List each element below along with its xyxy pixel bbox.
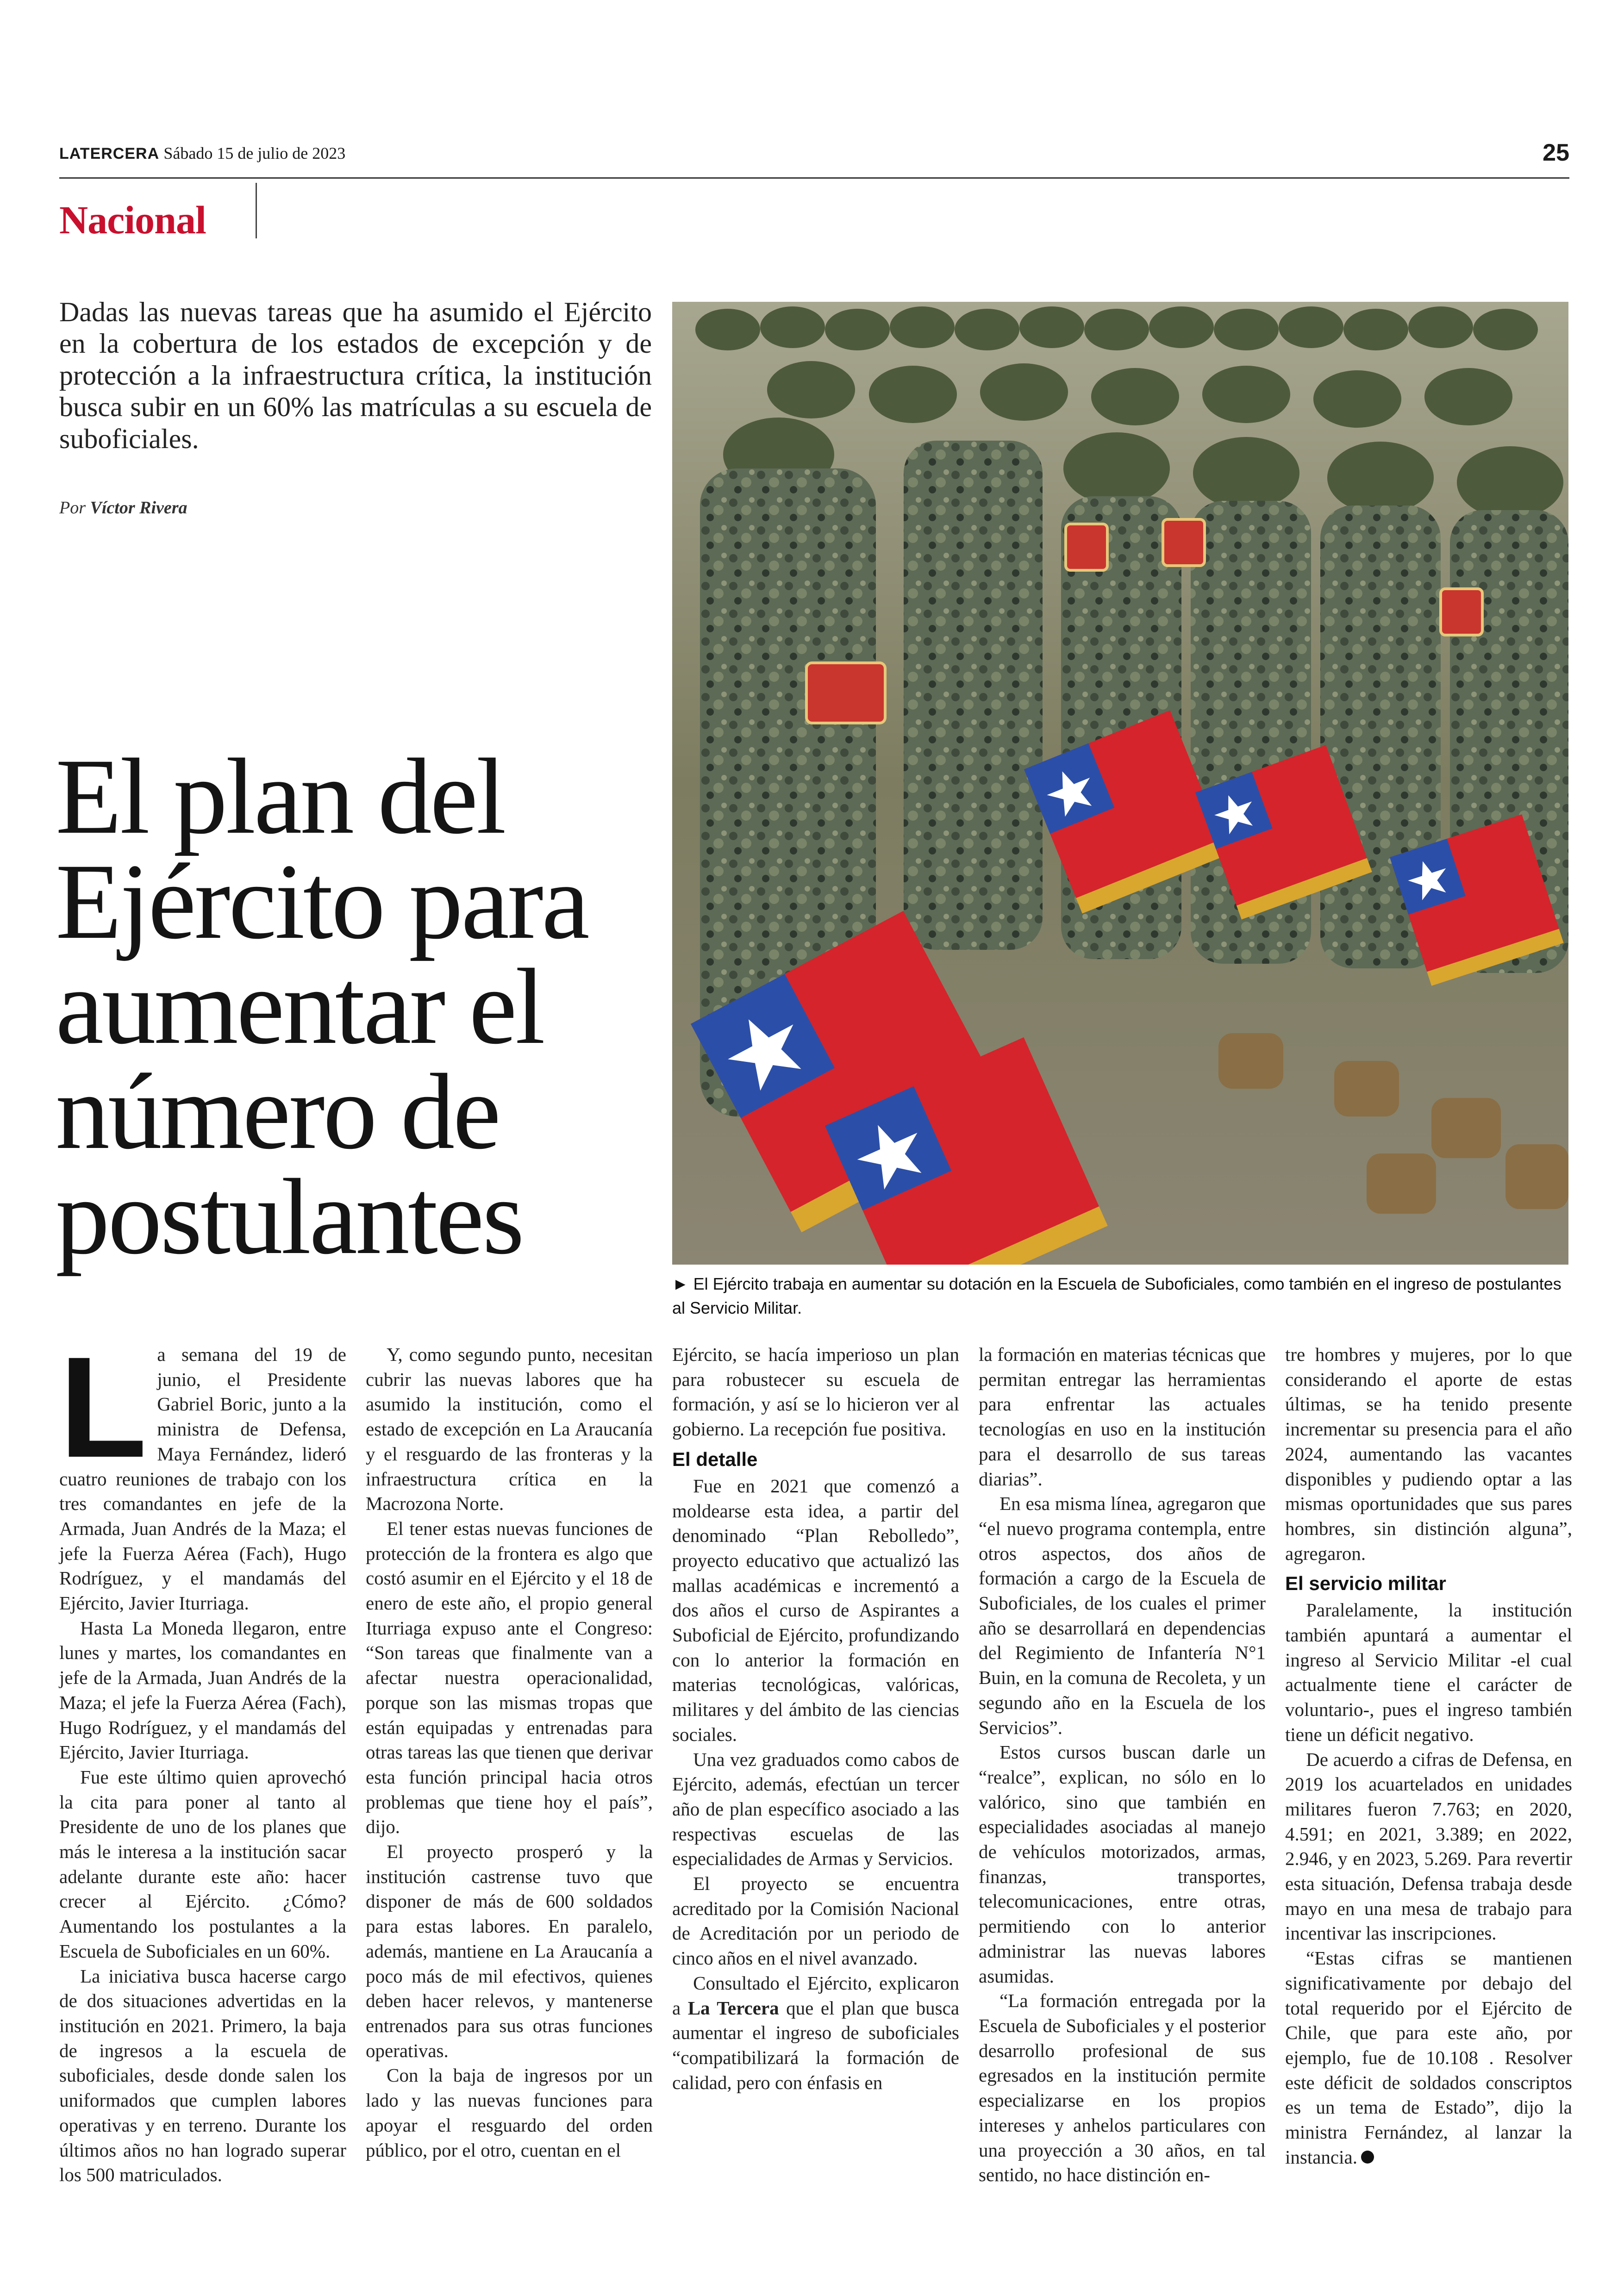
paragraph: Estos cursos buscan darle un “realce”, explican, no sólo en lo valórico, sino que también en especialidades asociadas al manejo de vehículos motorizados, armas, finanzas, transportes, telecomunicaciones, entre otras, permitiendo con lo anterior administrar las nuevas labores asumidas.	[979, 1741, 1266, 1987]
paragraph: la formación en materias técnicas que permitan entregar las herramientas para enfrentar las actuales tecnologías en uso en la institución para el desarrollo de sus tareas diarias”.	[979, 1344, 1266, 1490]
headline-line: postulantes	[56, 1156, 523, 1277]
paragraph: Fue este último quien aprovechó la cita para poner al tanto al Presidente de uno de los planes que más le interesa a la institución sacar adelante durante este año: hacer crecer al Ejército. ¿Cómo? Aumentando los postulantes a la Escuela de Suboficiales en un 60%.	[59, 1766, 346, 1962]
headline-line: Ejército para	[56, 841, 588, 961]
body-column-1	[59, 1327, 346, 2188]
paragraph: Una vez graduados como cabos de Ejército, además, efectúan un tercer año de plan específico asociado a las respectivas escuelas de las especialidades de Armas y Servicios.	[672, 1748, 959, 1870]
photo-caption	[672, 1272, 1568, 1320]
newspaper-name: LATERCERA	[59, 145, 159, 162]
section-label: Nacional	[59, 198, 206, 242]
marching-soldiers-illustration	[672, 302, 1568, 1265]
page-header	[59, 139, 1569, 171]
issue-date: Sábado 15 de julio de 2023	[163, 144, 346, 162]
paragraph: Y, como segundo punto, necesitan cubrir las nuevas labores que ha asumido la institución, como el estado de excepción en La Araucanía y el resguardo de las fronteras y la infraestructura crítica en la Macrozona Norte.	[366, 1344, 653, 1515]
paragraph: a semana del 19 de junio, el Presidente Gabriel Boric, junto a la ministra de Defensa, Maya Fernández, lideró cuatro reuniones de trabajo con los tres comandantes en jefe de la Armada, Juan Andrés de la Maza; el jefe la Fuerza Aérea (Fach), Hugo Rodríguez, y el mandamás del Ejército, Javier Iturriaga.	[59, 1344, 346, 1614]
body-column-3	[672, 1342, 959, 2095]
paragraph	[672, 1971, 959, 2095]
subheading: El servicio militar	[1285, 1572, 1446, 1595]
byline-author: Víctor Rivera	[90, 498, 187, 518]
body-column-2	[366, 1342, 653, 2163]
paragraph: Ejército, se hacía imperioso un plan para robustecer su escuela de formación, y así se lo hicieron ver al gobierno. La recepción fue positiva.	[672, 1344, 959, 1440]
paragraph: La iniciativa busca hacerse cargo de dos situaciones advertidas en la institución en 2021. Primero, la baja de ingresos a la escuela de suboficiales, desde donde salen los uniformados que cumplen labores operativas y en terreno. Durante los últimos años no han logrado superar los 500 matriculados.	[59, 1965, 346, 2186]
paragraph: Hasta La Moneda llegaron, entre lunes y martes, los comandantes en jefe de la Armada, Juan Andrés de la Maza; el jefe la Fuerza Aérea (Fach), Hugo Rodríguez, y el mandamás del Ejército, Javier Iturriaga.	[59, 1617, 346, 1763]
paragraph: El proyecto prosperó y la institución castrense tuvo que disponer de más de 600 soldados para estas labores. En paralelo, además, mantiene en La Araucanía a poco más de mil efectivos, quienes deben hacer relevos, y mantenerse entrenados para sus otras funciones operativas.	[366, 1841, 653, 2061]
caption-arrow-icon: ►	[672, 1274, 693, 1293]
headline-line: El plan del	[56, 736, 505, 856]
paragraph: tre hombres y mujeres, por lo que considerando el aporte de estas últimas, se ha tenido presente incrementar su presencia para el año 2024, aumentando las vacantes disponibles y pudiendo optar a las mismas oportunidades que sus pares hombres, sin distinción alguna”, agregaron.	[1285, 1344, 1572, 1564]
newspaper-reference: La Tercera	[687, 1997, 779, 2019]
text-run: Consultado el Ejército, explicaron a	[672, 1972, 959, 2019]
text-run: que el plan que busca aumentar el ingreso de suboficiales “compatibilizará la formación de calidad, pero con énfasis en	[672, 1997, 960, 2093]
paragraph: En esa misma línea, agregaron que “el nuevo programa contempla, entre otros aspectos, dos años de formación a cargo de la Escuela de Suboficiales, de los cuales el primer año se desarrollará en dependencias del Regimiento de Infantería N°1 Buin, en la comuna de Recoleta, y un segundo año en la Escuela de los Servicios”.	[979, 1493, 1266, 1738]
text-run: “Estas cifras se mantienen significativamente por debajo del total requerido por el Ejército de Chile, que para este año, por ejemplo, fue de 10.108 . Resolver este déficit de soldados conscriptos es un tema de Estado”, dijo la ministra Fernández, al lanzar la instancia.	[1285, 1947, 1572, 2168]
drop-cap: L	[59, 1327, 147, 1487]
caption-text: El Ejército trabaja en aumentar su dotación en la Escuela de Suboficiales, como también en el ingreso de postulantes al Servicio Militar.	[672, 1274, 1562, 1318]
headline-line: aumentar el	[56, 946, 543, 1066]
paragraph: “La formación entregada por la Escuela de Suboficiales y el posterior desarrollo profesional de sus egresados en la institución permite especializarse en los propios intereses y anhelos particulares con una proyección a 30 años, en tal sentido, no hace distinción en-	[979, 1990, 1266, 2186]
body-column-5	[1285, 1342, 1572, 2170]
article-lede: Dadas las nuevas tareas que ha asumido el Ejército en la cobertura de los estados de excepción y de protección a la infraestructura crítica, la institución busca subir en un 60% las matrículas a su escuela de suboficiales.	[59, 297, 652, 454]
paragraph: Fue en 2021 que comenzó a moldearse esta idea, a partir del denominado “Plan Rebolledo”, proyecto educativo que actualizó las mallas académicas e incrementó a dos años el curso de Aspirantes a Suboficial de Ejército, profundizando con lo anterior la formación en materias tecnológicas, valóricas, militares y del ámbito de las ciencias sociales.	[672, 1475, 959, 1745]
article-photo	[672, 302, 1568, 1265]
header-divider	[59, 177, 1569, 179]
paragraph: Con la baja de ingresos por un lado y las nuevas funciones para apoyar el resguardo del orden público, por el otro, cuentan en el	[366, 2064, 653, 2161]
article-headline	[56, 736, 657, 1277]
page-number: 25	[1543, 139, 1569, 166]
paragraph: De acuerdo a cifras de Defensa, en 2019 los acuartelados en unidades militares fueron 7.763; en 2020, 4.591; en 2021, 3.389; en 2022, 2.946, y en 2023, 5.269. Para revertir esta situación, Defensa trabaja desde mayo en una mesa de trabajo para incentivar las inscripciones.	[1285, 1748, 1572, 1944]
paragraph: El proyecto se encuentra acreditado por la Comisión Nacional de Acreditación por un periodo de cinco años en el nivel avanzado.	[672, 1873, 959, 1969]
paragraph	[1285, 1946, 1572, 2170]
byline	[59, 498, 187, 518]
newspaper-masthead	[59, 143, 345, 163]
body-column-4	[979, 1342, 1266, 2188]
section-divider	[256, 183, 257, 238]
subheading: El detalle	[672, 1448, 758, 1470]
paragraph: El tener estas nuevas funciones de protección de la frontera es algo que costó asumir en el Ejército y el 18 de enero de este año, el propio general Iturriaga expuso ante el Congreso: “Son tareas que finalmente van a afectar nuestra operacionalidad, porque son las mismas tropas que están equipadas y entrenadas para otras tareas las que tienen que derivar esta función principal hacia otros problemas que tiene hoy el país”, dijo.	[366, 1517, 653, 1838]
paragraph: Paralelamente, la institución también apuntará a aumentar el ingreso al Servicio Militar -el cual actualmente tiene el carácter de voluntario-, pues el ingreso también tiene un déficit negativo.	[1285, 1599, 1572, 1745]
byline-prefix: Por	[59, 498, 86, 518]
end-of-article-icon	[1361, 2151, 1374, 2164]
headline-line: número de	[56, 1051, 500, 1172]
